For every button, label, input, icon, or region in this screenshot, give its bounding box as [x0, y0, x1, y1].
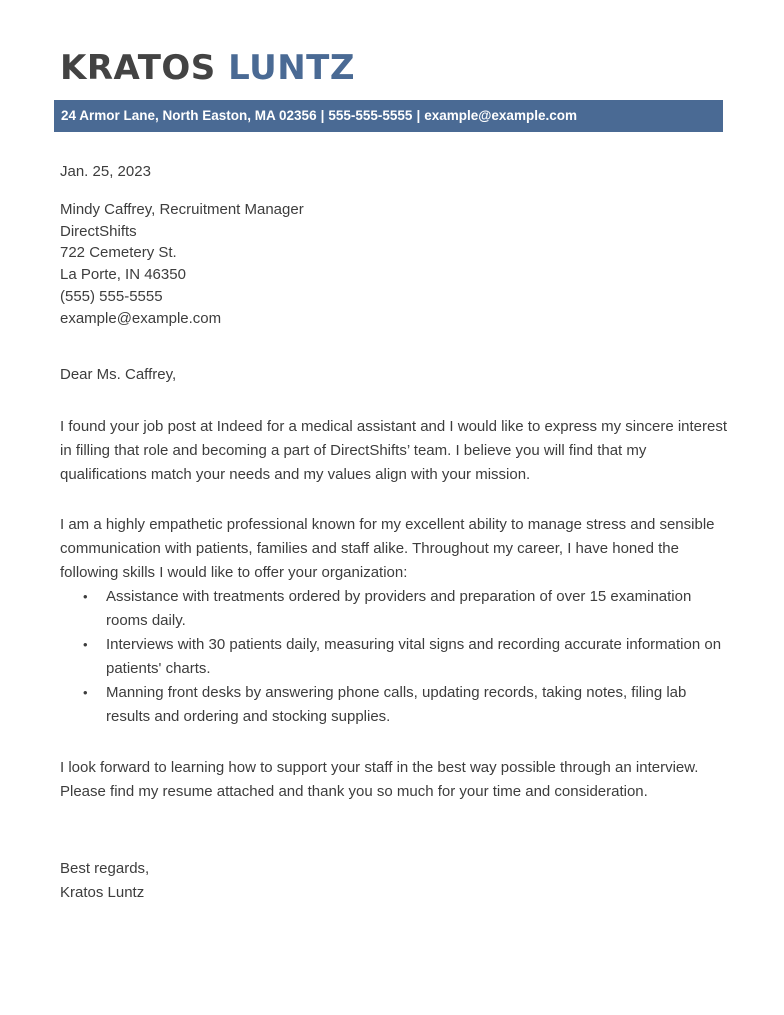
skill-item: [60, 585, 730, 633]
salutation: Dear Ms. Caffrey,: [60, 366, 177, 383]
skill-text: Manning front desks by answering phone calls, updating records, taking notes, filing lab results and ordering and stocking supplies.: [106, 684, 687, 725]
recipient-name-title: Mindy Caffrey, Recruitment Manager: [60, 201, 304, 218]
sign-off: Best regards,: [60, 860, 150, 877]
paragraph-closing: I look forward to learning how to support your staff in the best way possible through an interview. Please find my resume attached and thank you so much for your time and consideration.: [60, 759, 699, 800]
letter-date: Jan. 25, 2023: [60, 163, 151, 180]
paragraph-intro: I found your job post at Indeed for a medical assistant and I would like to express my sincere interest in filling that role and becoming a part of DirectShifts’ team. I believe you will find that my qualifications match your needs and my values align with your mission.: [60, 418, 728, 483]
recipient-company: DirectShifts: [60, 222, 137, 240]
recipient-email: example@example.com: [60, 309, 222, 327]
contact-bar: [54, 100, 723, 132]
contact-separator: |: [416, 108, 421, 123]
closing-block: [60, 857, 730, 905]
last-name: LUNTZ: [228, 48, 356, 88]
contact-phone: 555-555-5555: [328, 108, 413, 123]
skill-text: Interviews with 30 patients daily, measuring vital signs and recording accurate information on patients' charts.: [106, 636, 722, 677]
recipient-street: 722 Cemetery St.: [60, 244, 177, 262]
skill-item: [60, 681, 730, 729]
contact-separator: |: [320, 108, 325, 123]
recipient-phone: (555) 555-5555: [60, 287, 163, 305]
bullet-icon: •: [83, 589, 88, 604]
signature-name: Kratos Luntz: [60, 884, 145, 901]
skill-item: [60, 633, 730, 681]
skills-list: [60, 585, 730, 729]
recipient-block: [60, 199, 730, 329]
contact-email: example@example.com: [424, 108, 577, 123]
bullet-icon: •: [83, 637, 88, 652]
skill-text: Assistance with treatments ordered by providers and preparation of over 15 examination rooms daily.: [106, 588, 692, 629]
bullet-icon: •: [83, 685, 88, 700]
paragraph-skills-intro: I am a highly empathetic professional known for my excellent ability to manage stress and sensible communication with patients, families and staff alike. Throughout my career, I have honed the following skills I would like to offer your organization:: [60, 516, 715, 581]
recipient-city-state-zip: La Porte, IN 46350: [60, 266, 186, 284]
contact-address: 24 Armor Lane, North Easton, MA 02356: [61, 108, 317, 123]
applicant-name: [60, 48, 355, 88]
first-name: KRATOS: [60, 48, 216, 88]
